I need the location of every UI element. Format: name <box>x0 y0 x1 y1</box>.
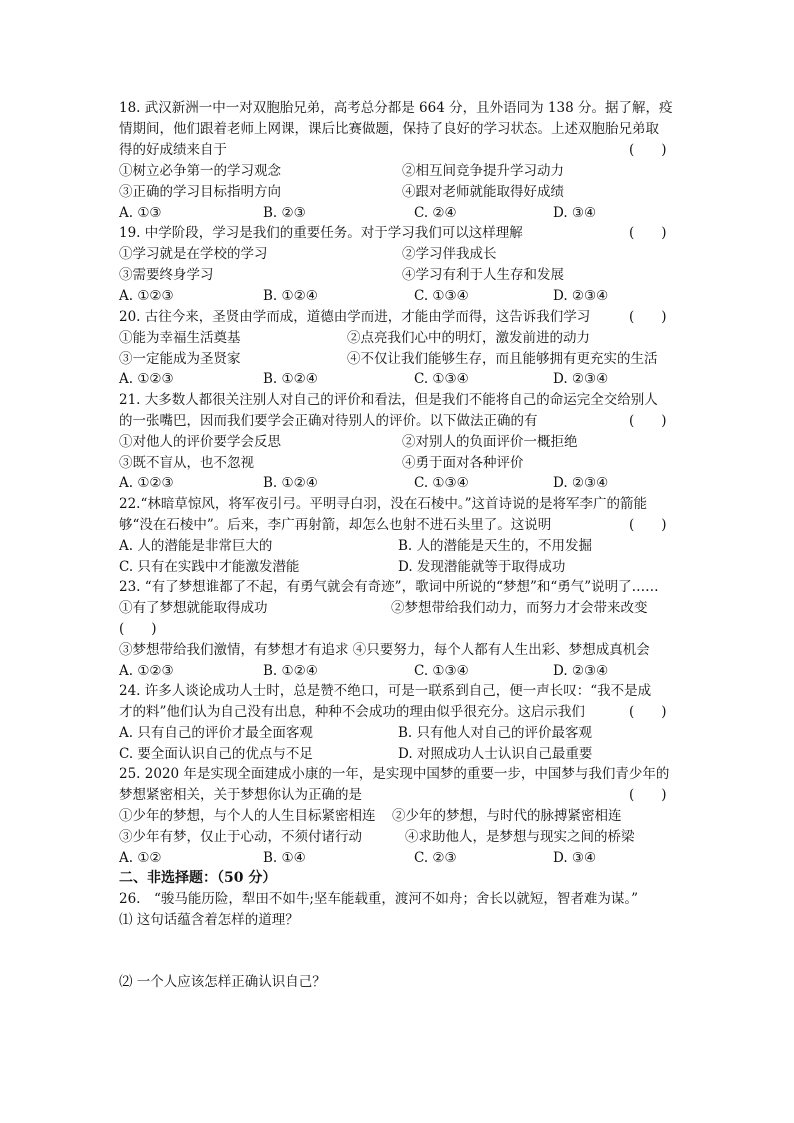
q23-stem-line-1: 23. “有了梦想谁都了不起，有勇气就会有奇迹”，歌词中所说的“梦想”和“勇气”说明了…… <box>119 579 659 595</box>
q25-answer-paren: ( ) <box>629 787 667 803</box>
q20-statement-3: ③一定能成为圣贤家 <box>119 351 241 367</box>
section-2-heading: 二、非选择题：（50 分） <box>119 870 277 886</box>
q22-stem-line-2: 够“没在石棱中”。后来，李广再射箭，却怎么也射不进石头里了。这说明 <box>119 517 552 533</box>
q19-option-d: D. ②③④ <box>553 288 609 304</box>
q18-stem-line-3: 得的好成绩来自于 <box>119 142 227 158</box>
q23-option-a: A. ①②③ <box>119 663 174 679</box>
q24-stem-line-1: 24. 许多人谈论成功人士时，总是赞不绝口，可是一联系到自己，便一声长叹：“我不是成 <box>119 683 652 699</box>
q19-option-a: A. ①②③ <box>119 288 174 304</box>
q23-option-b: B. ①②④ <box>263 663 318 679</box>
q24-option-b: B. 只有他人对自己的评价最客观 <box>398 725 593 741</box>
q25-option-d: D. ③④ <box>553 850 597 866</box>
q20-statement-1: ①能为幸福生活奠基 <box>119 330 241 346</box>
q25-option-c: C. ②③ <box>414 850 457 866</box>
q21-option-a: A. ①②③ <box>119 475 174 491</box>
q21-option-d: D. ②③④ <box>553 475 609 491</box>
q21-statement-2: ②对别人的负面评价一概拒绝 <box>402 434 578 450</box>
q18-answer-paren: ( ) <box>629 142 667 158</box>
q20-answer-paren: ( ) <box>629 309 667 325</box>
q24-answer-paren: ( ) <box>629 704 667 720</box>
q23-option-c: C. ①③④ <box>414 663 469 679</box>
q25-statement-3: ③少年有梦，仅止于心动，不须付诸行动 <box>119 829 362 845</box>
q25-option-a: A. ①② <box>119 850 162 866</box>
q22-answer-paren: ( ) <box>629 517 667 533</box>
q22-option-b: B. 人的潜能是天生的，不用发掘 <box>398 538 593 554</box>
q18-statement-4: ④跟对老师就能取得好成绩 <box>402 184 564 200</box>
q18-option-b: B. ②③ <box>263 205 306 221</box>
q19-option-b: B. ①②④ <box>263 288 318 304</box>
q19-statement-4: ④学习有利于人生存和发展 <box>402 267 564 283</box>
q21-answer-paren: ( ) <box>629 413 667 429</box>
q25-statement-1: ①少年的梦想，与个人的人生目标紧密相连 <box>119 808 376 824</box>
q18-statement-2: ②相互间竞争提升学习动力 <box>402 163 564 179</box>
q18-option-c: C. ②④ <box>414 205 457 221</box>
q20-option-a: A. ①②③ <box>119 371 174 387</box>
q18-stem-line-1: 18. 武汉新洲一中一对双胞胎兄弟，高考总分都是 664 分，且外语同为 138 分。据了解，疫 <box>119 100 673 116</box>
q23-statement-2: ②梦想带给我们动力，而努力才会带来改变 <box>391 600 648 616</box>
q22-stem-line-1: 22.“林暗草惊风，将军夜引弓。平明寻白羽，没在石棱中。”这首诗说的是将军李广的箭能 <box>119 496 648 512</box>
q24-option-d: D. 对照成功人士认识自己最重要 <box>398 746 593 762</box>
q19-statement-1: ①学习就是在学校的学习 <box>119 246 268 262</box>
q23-statement-1: ①有了梦想就能取得成功 <box>119 600 268 616</box>
q25-stem-line-1: 25. 2020 年是实现全面建成小康的一年，是实现中国梦的重要一步，中国梦与我们青少年的 <box>119 766 670 782</box>
q26-stem-line-1: 26. “骏马能历险，犁田不如牛;坚车能载重，渡河不如舟；舍长以就短，智者难为谋。” <box>119 891 639 907</box>
q21-option-c: C. ①③④ <box>414 475 469 491</box>
q22-option-c: C. 只有在实践中才能激发潜能 <box>119 559 300 575</box>
q25-stem-line-2: 梦想紧密相关，关于梦想你认为正确的是 <box>119 787 362 803</box>
q21-stem-line-1: 21. 大多数人都很关注别人对自己的评价和看法，但是我们不能将自己的命运完全交给别人 <box>119 392 658 408</box>
q19-option-c: C. ①③④ <box>414 288 469 304</box>
q21-option-b: B. ①②④ <box>263 475 318 491</box>
q19-statement-3: ③需要终身学习 <box>119 267 214 283</box>
q21-statement-3: ③既不盲从，也不忽视 <box>119 455 254 471</box>
q18-option-d: D. ③④ <box>553 205 597 221</box>
q25-option-b: B. ①④ <box>263 850 306 866</box>
q18-stem-line-2: 情期间，他们跟着老师上网课，课后比赛做题，保持了良好的学习状态。上述双胞胎兄弟取 <box>119 121 659 137</box>
q20-stem-line-1: 20. 古往今来，圣贤由学而成，道德由学而进，才能由学而得，这告诉我们学习 <box>119 309 591 325</box>
q21-statement-4: ④勇于面对各种评价 <box>402 455 524 471</box>
q26-subquestion-1: ⑴ 这句话蕴含着怎样的道理？ <box>119 912 299 928</box>
q23-answer-paren: ( ) <box>119 621 157 637</box>
q20-statement-2: ②点亮我们心中的明灯，激发前进的动力 <box>347 330 590 346</box>
q18-statement-1: ①树立必争第一的学习观念 <box>119 163 281 179</box>
q23-option-d: D. ②③④ <box>553 663 609 679</box>
q26-subquestion-2: ⑵ 一个人应该怎样正确认识自己？ <box>119 974 326 990</box>
q19-statement-2: ②学习伴我成长 <box>402 246 497 262</box>
q25-statement-2: ②少年的梦想，与时代的脉搏紧密相连 <box>392 808 622 824</box>
q20-option-d: D. ②③④ <box>553 371 609 387</box>
q21-statement-1: ①对他人的评价要学会反思 <box>119 434 281 450</box>
q20-option-c: C. ①③④ <box>414 371 469 387</box>
q20-statement-4: ④不仅让我们能够生存，而且能够拥有更充实的生活 <box>347 351 658 367</box>
q20-option-b: B. ①②④ <box>263 371 318 387</box>
q21-stem-line-2: 的一张嘴巴，因而我们要学会正确对待别人的评价。以下做法正确的有 <box>119 413 538 429</box>
q24-stem-line-2: 才的料”他们认为自己没有出息，种种不会成功的理由似乎很充分。这启示我们 <box>119 704 585 720</box>
q24-option-a: A. 只有自己的评价才最全面客观 <box>119 725 313 741</box>
q23-statements-3-4: ③梦想带给我们激情，有梦想才有追求 ④只要努力，每个人都有人生出彩、梦想成真机会 <box>119 642 650 658</box>
q22-option-a: A. 人的潜能是非常巨大的 <box>119 538 273 554</box>
q24-option-c: C. 要全面认识自己的优点与不足 <box>119 746 313 762</box>
q19-stem-line-1: 19. 中学阶段，学习是我们的重要任务。对于学习我们可以这样理解 <box>119 225 523 241</box>
q22-option-d: D. 发现潜能就等于取得成功 <box>398 559 566 575</box>
q19-answer-paren: ( ) <box>629 225 667 241</box>
q18-statement-3: ③正确的学习目标指明方向 <box>119 184 281 200</box>
q18-option-a: A. ①③ <box>119 205 162 221</box>
q25-statement-4: ④求助他人，是梦想与现实之间的桥梁 <box>405 829 635 845</box>
